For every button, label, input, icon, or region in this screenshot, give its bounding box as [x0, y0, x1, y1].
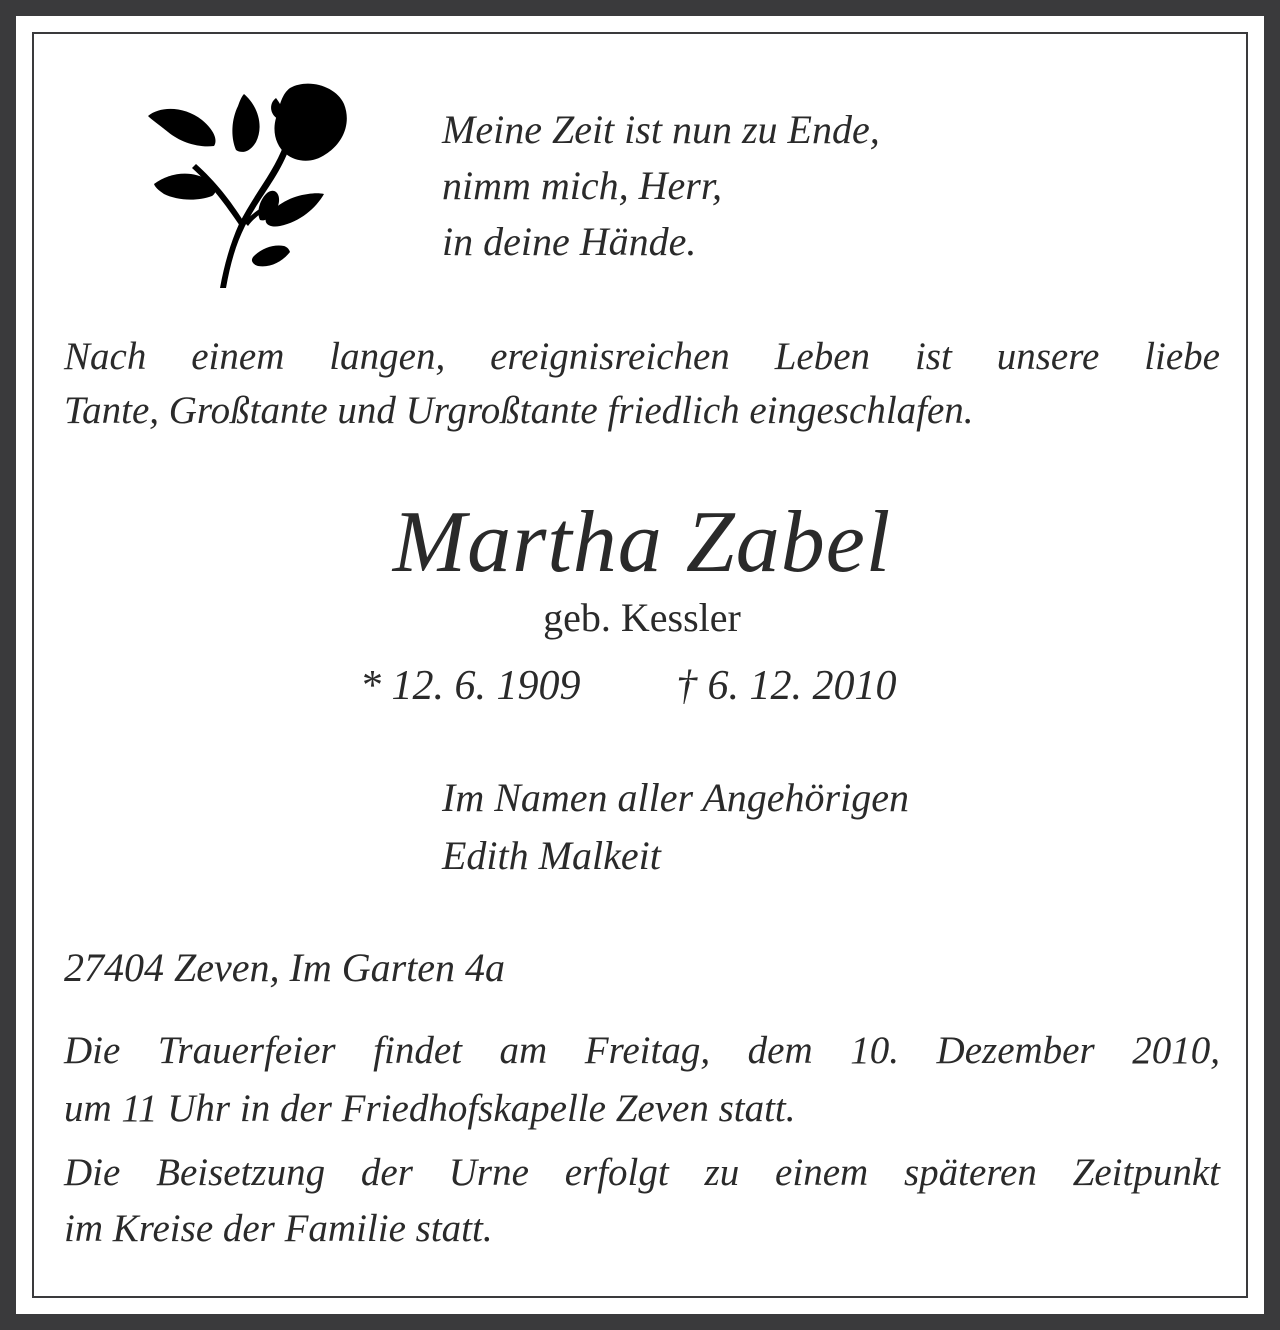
funeral-line-1: Die Trauerfeier findet am Freitag, dem 10. Dezember 2010,	[64, 1029, 1220, 1072]
signature-line-2: Edith Malkeit	[442, 833, 661, 878]
deceased-name: Martha Zabel	[392, 494, 892, 591]
burial-line-2: im Kreise der Familie statt.	[64, 1207, 493, 1250]
rose-icon	[140, 76, 350, 288]
death-date: † 6. 12. 2010	[676, 663, 897, 709]
birth-name: geb. Kessler	[543, 595, 741, 640]
signature-line-1: Im Namen aller Angehörigen	[442, 775, 909, 820]
burial-line-1: Die Beisetzung der Urne erfolgt zu einem späteren Zeitpunkt	[64, 1151, 1220, 1194]
birth-date: * 12. 6. 1909	[360, 663, 581, 709]
intro-line-2: Tante, Großtante und Urgroßtante friedlich eingeschlafen.	[64, 389, 974, 432]
obituary-card	[32, 32, 1248, 1298]
motto-line-1: Meine Zeit ist nun zu Ende,	[442, 107, 880, 152]
obituary-frame	[14, 14, 1266, 1316]
address: 27404 Zeven, Im Garten 4a	[64, 945, 506, 990]
motto-line-3: in deine Hände.	[442, 219, 697, 264]
motto-line-2: nimm mich, Herr,	[442, 163, 722, 208]
intro-line-1: Nach einem langen, ereignisreichen Leben ist unsere liebe	[64, 335, 1220, 378]
funeral-line-2: um 11 Uhr in der Friedhofskapelle Zeven statt.	[64, 1087, 796, 1130]
